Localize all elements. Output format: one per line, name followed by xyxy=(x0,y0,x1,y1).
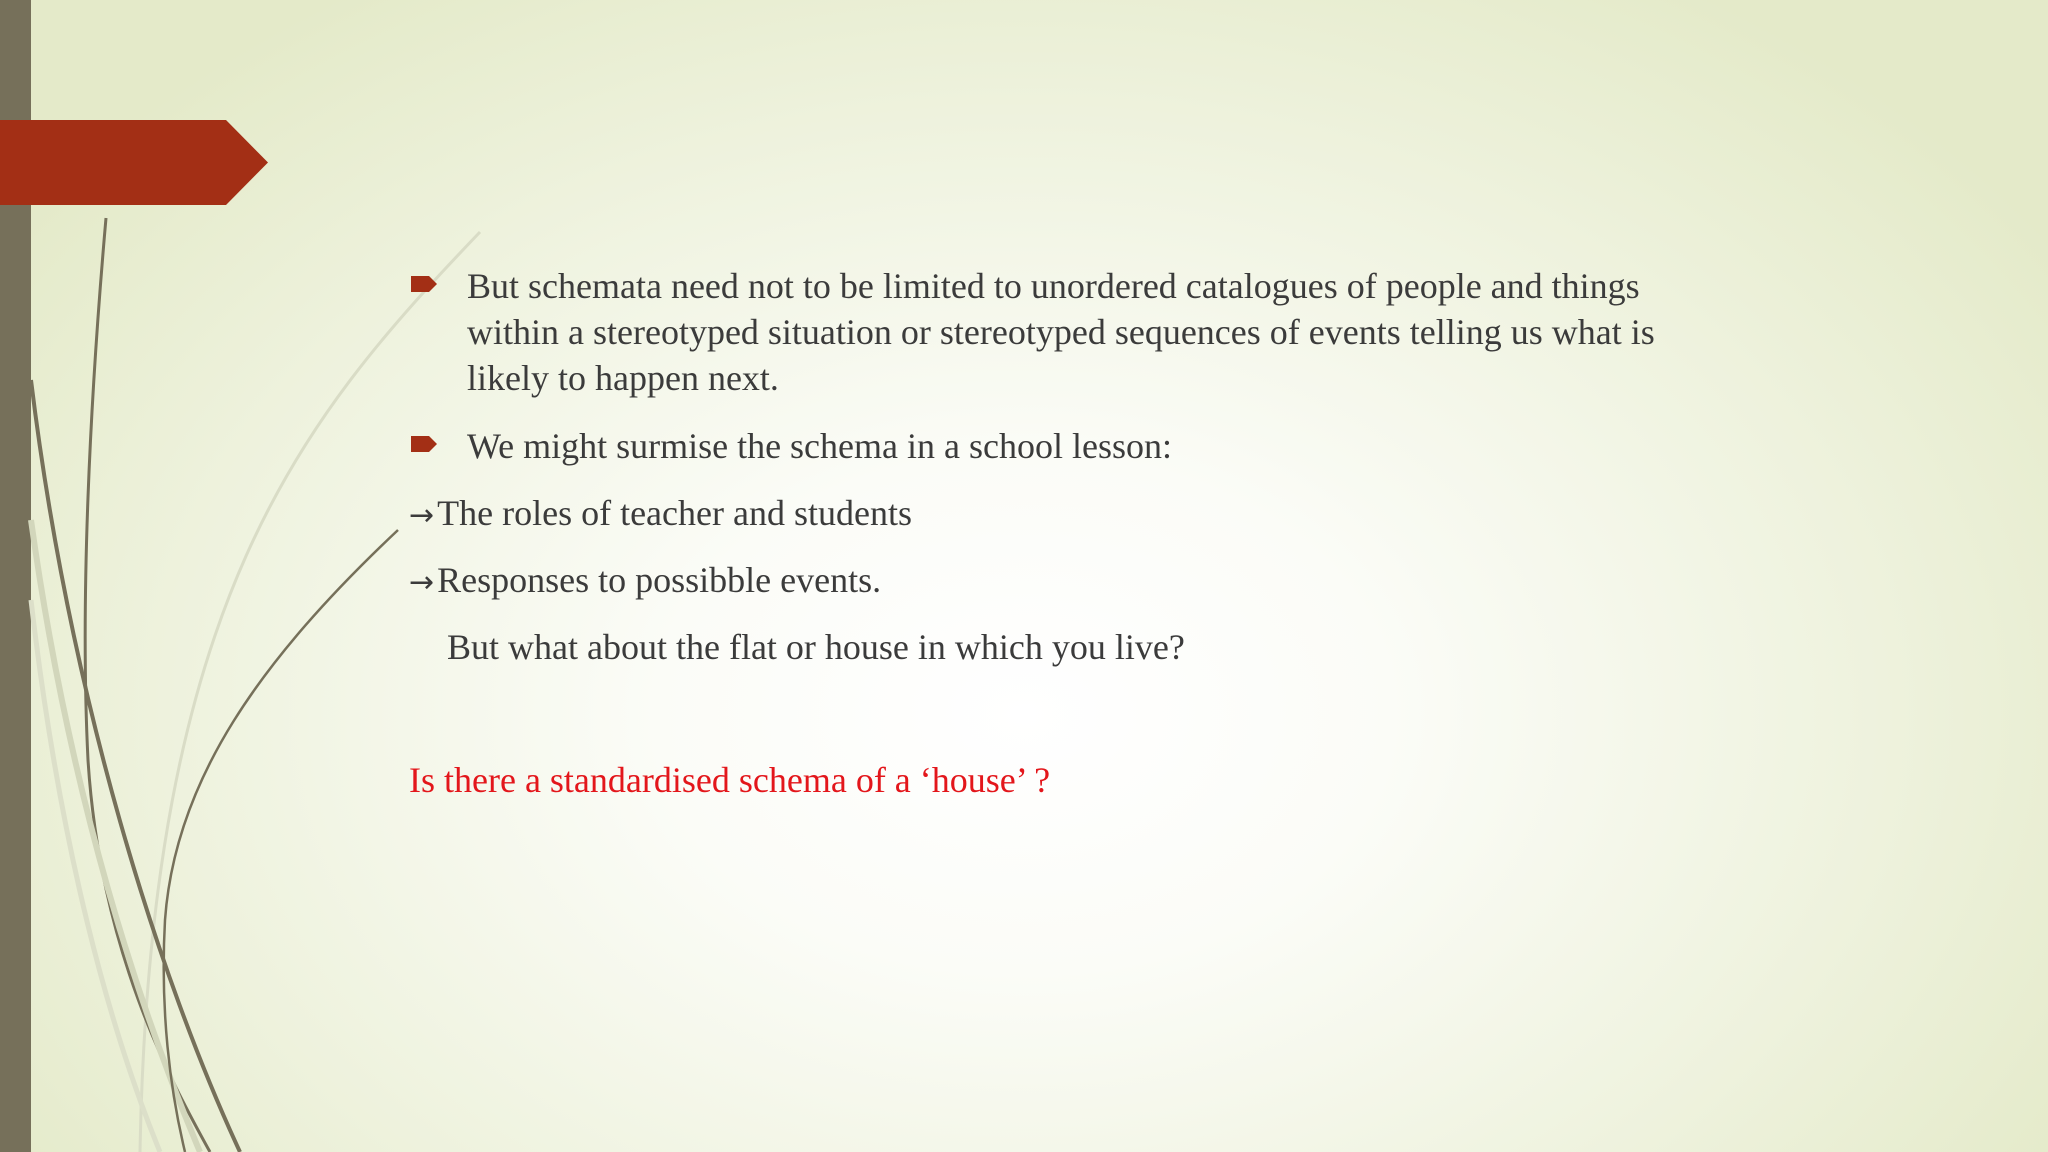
bullet-line: We might surmise the schema in a school lesson: xyxy=(467,426,1172,466)
arrow-item-text: The roles of teacher and students xyxy=(437,493,912,533)
arrow-item-text: Responses to possibble events. xyxy=(437,560,882,600)
accent-tab-shape xyxy=(0,120,268,205)
bullet-marker-icon xyxy=(411,436,437,452)
bullet-line: likely to happen next. xyxy=(467,358,779,398)
bullet-line: within a stereotyped situation or stereotyped sequences of events telling us what is xyxy=(467,312,1655,352)
bullet-text-1 xyxy=(467,263,1655,401)
bullet-text-2 xyxy=(467,423,1172,469)
arrow-item-2 xyxy=(409,557,881,606)
plain-text-line: But what about the flat or house in which you live? xyxy=(447,627,1185,667)
arrow-right-icon: → xyxy=(409,565,435,600)
accent-tab xyxy=(0,120,268,205)
bullet-marker-icon xyxy=(411,276,437,292)
bullet-line: But schemata need not to be limited to unordered catalogues of people and things xyxy=(467,266,1640,306)
arrow-right-icon: → xyxy=(409,498,435,533)
highlighted-question: Is there a standardised schema of a ‘house’ ? xyxy=(409,760,1051,800)
arrow-item-1 xyxy=(409,490,912,539)
